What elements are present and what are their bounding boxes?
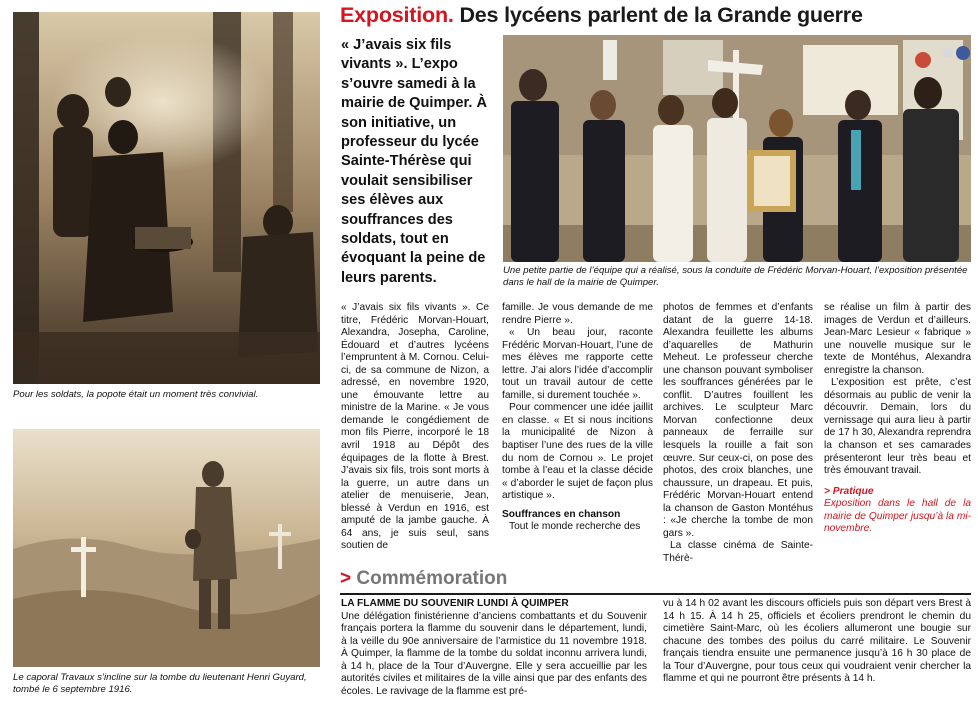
article-column-3 <box>663 302 813 565</box>
article-paragraph: Tout le monde recherche des <box>509 521 641 533</box>
photo-soldiers-cooking <box>13 12 320 384</box>
commemoration-paragraph: Une délégation finistérienne d’anciens combattants et du Souvenir français portera la flamme du souvenir dans le département, lundi, à la veille du 90e anniversaire de l’armistice du 11 novembre 1918. À Quimper, la flamme de la tombe du soldat inconnu arrivera lundi, à 14 h, place de la Tour d’Auvergne. Elle y sera accueillie par les autorités civiles et militaires de la ville ainsi que par des enfants des écoles. Le ravivage de la flamme est pré- <box>341 610 647 697</box>
article-paragraph: L’exposition est prête, c’est désormais au public de venir la découvrir. Demain, lors du vernissage qui aura lieu à partir de 17 h 30, Alexandra reprendra la chanson et ses camarades présenteront leur très beau et très émouvant travail. <box>824 377 971 477</box>
lead-paragraph: « J’avais six fils vivants ». L’expo s’ouvre samedi à la mairie de Quimper. À son initiative, un professeur du lycée Sainte-Thérèse qui voulait sensibiliser ses élèves aux souffrances des soldats, tout en évoquant la peine de leurs parents. <box>341 37 487 286</box>
pratique-text: Exposition dans le hall de la mairie de Quimper jusqu’à la mi-novembre. <box>824 498 971 535</box>
article-paragraph: photos de femmes et d’enfants datant de la guerre 14-18. Alexandra feuillette les albums d’aquarelles de Mathurin Meheut. Le professeur cherche une chanson pouvant symboliser les souffrances générées par le conflit. D’autres fouillent les archives. Le sculpteur Marc Morvan confectionne deux panneaux de ferraille sur lesquels la rouille a fait son œuvre. Sur ceux-ci, on pose des photos, des croix blanches, une chaussure, un drapeau. Et puis, Frédéric Morvan-Houart entend la chanson de Gaston Montéhus : «Je cherche la tombe de mon gars ». <box>663 302 813 539</box>
article-column-4 <box>824 302 971 536</box>
article-paragraph: « J’avais six fils vivants ». Ce titre, Frédéric Morvan-Houart, Alexandra, Josepha, Caroline, Édouard et d’autres lycéens l’empruntent à M. Cornou. Celui-ci, de sa commune de Nizon, a adressé, en novembre 1920, une émouvante lettre au ministre de la Marine. « Je vous demande le congédiement de mon fils Pierre, incorporé le 18 avril 1918 au Dépôt des équipages de la flotte à Brest. J’avais six fils, trois sont morts à la guerre, un autre dans un atelier de menuiserie, Jean, blessé à Verdun en 1916, est amputé de la jambe gauche. À 64 ans, je suis seul, sans soutien de <box>341 302 489 552</box>
commemoration-column-2 <box>663 598 971 686</box>
headline-title: Des lycéens parlent de la Grande guerre <box>459 3 863 27</box>
pratique-title: > Pratique <box>824 485 874 497</box>
article-column-2 <box>502 302 653 534</box>
article-paragraph: « Un beau jour, raconte Frédéric Morvan-Houart, l’une de mes élèves me rapporte cette lettre. J’ai alors l’idée d’accomplir tout un travail autour de cette famille, si durement touchée ». <box>502 327 653 401</box>
section-label: Commémoration <box>356 568 508 589</box>
headline <box>340 3 863 28</box>
photo-students <box>503 35 971 262</box>
pratique-box <box>824 486 971 536</box>
commemoration-column-1 <box>341 598 647 698</box>
commemoration-subhead: LA FLAMME DU SOUVENIR LUNDI À QUIMPER <box>341 598 569 609</box>
caption-soldiers: Pour les soldats, la popote était un moment très convivial. <box>13 389 259 400</box>
article-column-1 <box>341 302 489 553</box>
article-paragraph: famille. Je vous demande de me rendre Pierre ». <box>502 302 653 326</box>
article-paragraph: La classe cinéma de Sainte-Thérè- <box>663 540 813 564</box>
caption-students: Une petite partie de l’équipe qui a réalisé, sous la conduite de Frédéric Morvan-Houart, l’exposition présentée dans le hall de la mairie de Quimper. <box>503 265 968 288</box>
commemoration-paragraph: vu à 14 h 02 avant les discours officiels puis son départ vers Brest à 14 h 15. À 14 h 25, officiels et écoliers prendront le chemin du cimetière Saint-Marc, où les écoliers allumeront une bougie sur chacune des tombes des poilus du carré militaire. Le Souvenir français tiendra ensuite une permanence jusqu’à 16 h 30 place de la Tour d’Auvergne, pour tous ceux qui voudraient venir chercher la flamme et qui ne pourront être présents à 14 h. <box>663 598 971 685</box>
subhead-souffrances: Souffrances en chanson <box>502 508 621 520</box>
headline-kicker: Exposition. <box>340 3 454 27</box>
photo-grave <box>13 429 320 667</box>
caption-grave: Le caporal Travaux s’incline sur la tombe du lieutenant Henri Guyard, tombé le 6 septembre 1916. <box>13 672 307 695</box>
section-commemoration <box>340 568 507 590</box>
article-paragraph: se réalise un film à partir des images de Verdun et d’ailleurs. Jean-Marc Lesieur « fabrique » une nouvelle musique sur le texte de Montéhus, Alexandra enregistre la chanson. <box>824 302 971 376</box>
section-divider <box>340 593 971 595</box>
section-arrow-icon: > <box>340 568 352 589</box>
article-paragraph: Pour commencer une idée jaillit en classe. « Et si nous incitions la municipalité de Nizon à baptiser l’une des rues de la ville du nom de Cornou ». Le projet tombe à l’eau et la classe décide « d’aborder le sujet de façon plus artistique ». <box>502 402 653 502</box>
